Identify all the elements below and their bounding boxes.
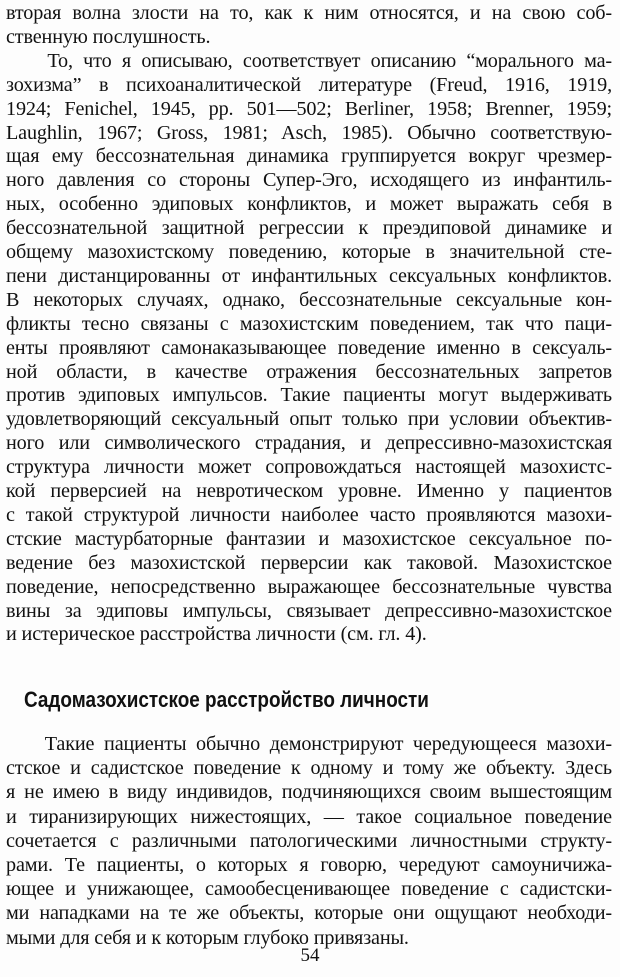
text-line: ной области, в качестве отражения бессознательных запретов [6,360,612,383]
section-heading: Садомазохистское расстройство личности [24,687,429,712]
text-line: 1924; Fenichel, 1945, pp. 501—502; Berliner, 1958; Brenner, 1959; [6,97,612,120]
text-line: рами. Те пациенты, о которых я говорю, чередуют самоуничижа- [6,854,612,876]
text-line: общему мазохистскому поведению, которые в значительной сте- [6,241,612,263]
text-line: с такой структурой личности наиболее часто проявляются мазохи- [6,503,612,526]
text-line: стское и садистское поведение к одному и тому же объекту. Здесь [6,757,612,780]
text-line: кой перверсией на невротическом уровне. Именно у пациентов [6,480,612,502]
text-line: поведение, непосредственно выражающее бессознательные чувства [6,575,612,598]
text-line: В некоторых случаях, однако, бессознательные сексуальные кон- [6,288,612,311]
text-line: вины за эдиповы импульсы, связывает депрессивно-мазохистское [6,599,612,622]
text-line: и тиранизирующих нижестоящих, — такое социальное поведение [6,805,612,828]
text-line: То, что я описываю, соответствует описанию “морального ма- [6,49,612,72]
page-number: 54 [300,945,320,966]
text-line: удовлетворяющий сексуальный опыт только при условии объектив- [6,408,612,431]
text-line: сочетается с различными патологическими личностными структу- [6,829,612,852]
text-line: стские мастурбаторные фантазии и мазохистское сексуальное по- [6,527,612,550]
text-line: фликты тесно связаны с мазохистским поведением, так что паци- [6,312,612,335]
text-line: ственную послушность. [6,25,211,48]
text-line: против эдиповых импульсов. Такие пациенты могут выдерживать [6,384,612,407]
text-line: щая ему бессознательная динамика группируется вокруг чрезмер- [6,145,612,168]
text-line: Laughlin, 1967; Gross, 1981; Asch, 1985). Обычно соответствую- [6,121,612,144]
text-line: ведение без мазохистской перверсии как таковой. Мазохистское [6,551,612,574]
text-line: Такие пациенты обычно демонстрируют чередующееся мазохи- [6,733,612,755]
text-line: пени дистанцированны от инфантильных сексуальных конфликтов. [6,264,612,287]
text-line: вторая волна злости на то, как к ним относятся, и на свою соб- [6,2,612,24]
text-line: мыми для себя и к которым глубоко привязаны. [6,926,409,949]
text-line: ного или символического страдания, и депрессивно-мазохистская [6,432,612,455]
text-line: я не имею в виду индивидов, подчиняющихся своим вышестоящим [6,781,612,804]
text-line: ных, особенно эдиповых конфликтов, и может выражать себя в [6,193,612,216]
text-line: и истерическое расстройства личности (см. гл. 4). [6,623,427,646]
text-line: енты проявляют самонаказывающее поведение именно в сексуаль- [6,336,612,359]
text-line: ющее и унижающее, самообесценивающее поведение с садистски- [6,878,612,901]
text-line: ного давления со стороны Супер-Эго, исходящего из инфантиль- [6,169,612,192]
text-line: структура личности может сопровождаться настоящей мазохистс- [6,456,612,479]
text-line: бессознательной защитной регрессии к преэдиповой динамике и [6,217,612,240]
text-line: зохизма” в психоаналитической литературе (Freud, 1916, 1919, [6,73,612,96]
text-line: ми нападками на те же объекты, которые они ощущают необходи- [6,902,612,925]
